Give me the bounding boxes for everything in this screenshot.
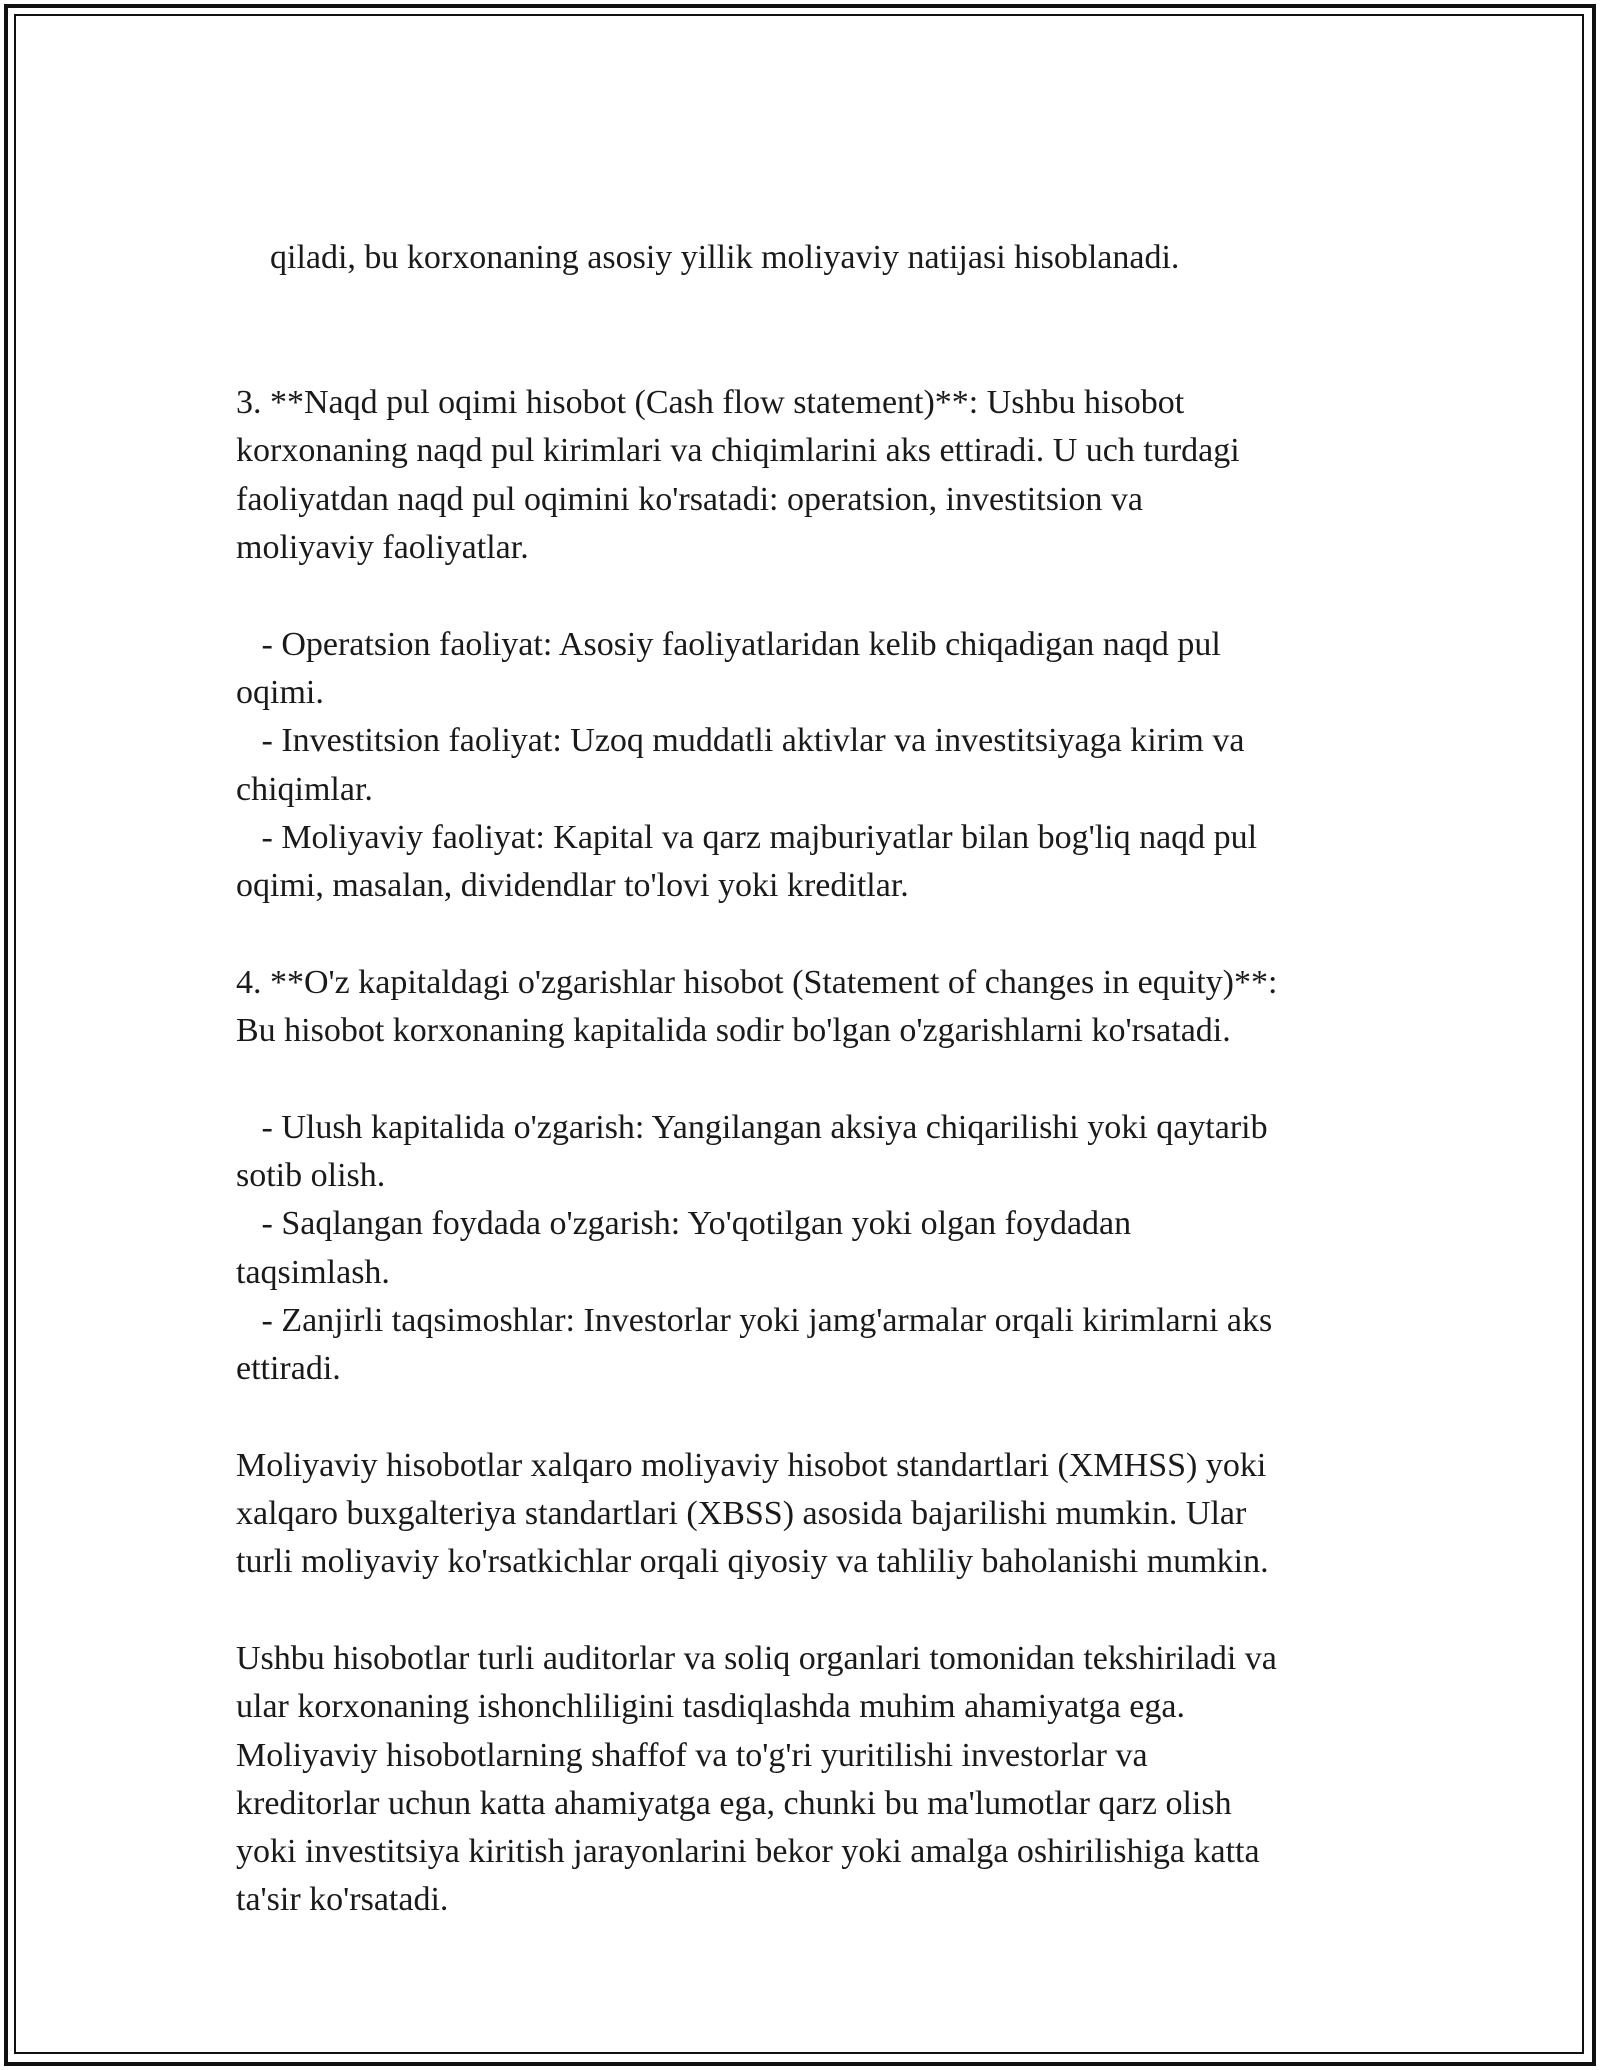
text-line: ular korxonaning ishonchliligini tasdiqlashda muhim ahamiyatga ega. — [236, 1688, 1185, 1726]
paragraph-audit — [236, 1635, 1386, 1925]
text-line: Bu hisobot korxonaning kapitalida sodir bo'lgan o'zgarishlarni ko'rsatadi. — [236, 1012, 1231, 1050]
list-item-line: taqsimlash. — [236, 1253, 390, 1291]
list-item-line: oqimi, masalan, dividendlar to'lovi yoki kreditlar. — [236, 867, 909, 905]
list-equity-changes — [236, 1104, 1386, 1394]
text-line: ta'sir ko'rsatadi. — [236, 1881, 449, 1919]
list-item-line: ettiradi. — [236, 1350, 341, 1388]
list-item-line: oqimi. — [236, 673, 324, 711]
list-item-line: - Investitsion faoliyat: Uzoq muddatli aktivlar va investitsiyaga kirim va — [236, 722, 1245, 760]
text-line: Moliyaviy hisobotlar xalqaro moliyaviy hisobot standartlari (XMHSS) yoki — [236, 1446, 1267, 1484]
list-item-line: - Operatsion faoliyat: Asosiy faoliyatlaridan kelib chiqadigan naqd pul — [236, 625, 1221, 663]
text-line: kreditorlar uchun katta ahamiyatga ega, chunki bu ma'lumotlar qarz olish — [236, 1784, 1232, 1822]
list-item-line: - Zanjirli taqsimoshlar: Investorlar yoki jamg'armalar orqali kirimlarni aks — [236, 1301, 1273, 1339]
text-line: 3. **Naqd pul oqimi hisobot (Cash flow statement)**: Ushbu hisobot — [236, 384, 1185, 422]
text-line: moliyaviy faoliyatlar. — [236, 529, 529, 567]
list-item-line: sotib olish. — [236, 1156, 386, 1194]
text-line: faoliyatdan naqd pul oqimini ko'rsatadi: operatsion, investitsion va — [236, 480, 1143, 518]
list-item-line: - Saqlangan foydada o'zgarish: Yo'qotilgan yoki olgan foydadan — [236, 1205, 1132, 1243]
paragraph-1 — [236, 186, 1386, 331]
paragraph-standards — [236, 1442, 1386, 1587]
paragraph-equity — [236, 959, 1386, 1056]
text-line: yoki investitsiya kiritish jarayonlarini bekor yoki amalga oshirilishiga katta — [236, 1833, 1260, 1871]
text-line: turli moliyaviy ko'rsatkichlar orqali qiyosiy va tahliliy baholanishi mumkin. — [236, 1543, 1269, 1581]
list-cash-flow-activities — [236, 621, 1386, 911]
text-line: xalqaro buxgalteriya standartlari (XBSS) asosida bajarilishi mumkin. Ular — [236, 1495, 1247, 1533]
text-line: qiladi, bu korxonaning asosiy yillik moliyaviy natijasi hisoblanadi. — [270, 239, 1180, 277]
document-body — [236, 186, 1386, 1925]
list-item-line: - Ulush kapitalida o'zgarish: Yangilangan aksiya chiqarilishi yoki qaytarib — [236, 1108, 1268, 1146]
paragraph-cash-flow — [236, 379, 1386, 572]
list-item-line: - Moliyaviy faoliyat: Kapital va qarz majburiyatlar bilan bog'liq naqd pul — [236, 818, 1258, 856]
list-item-line: chiqimlar. — [236, 770, 373, 808]
text-line: Moliyaviy hisobotlarning shaffof va to'g'ri yuritilishi investorlar va — [236, 1736, 1148, 1774]
text-line: korxonaning naqd pul kirimlari va chiqimlarini aks ettiradi. U uch turdagi — [236, 432, 1240, 470]
text-line: 4. **O'z kapitaldagi o'zgarishlar hisobot (Statement of changes in equity)**: — [236, 963, 1278, 1001]
text-line: Ushbu hisobotlar turli auditorlar va soliq organlari tomonidan tekshiriladi va — [236, 1639, 1277, 1677]
